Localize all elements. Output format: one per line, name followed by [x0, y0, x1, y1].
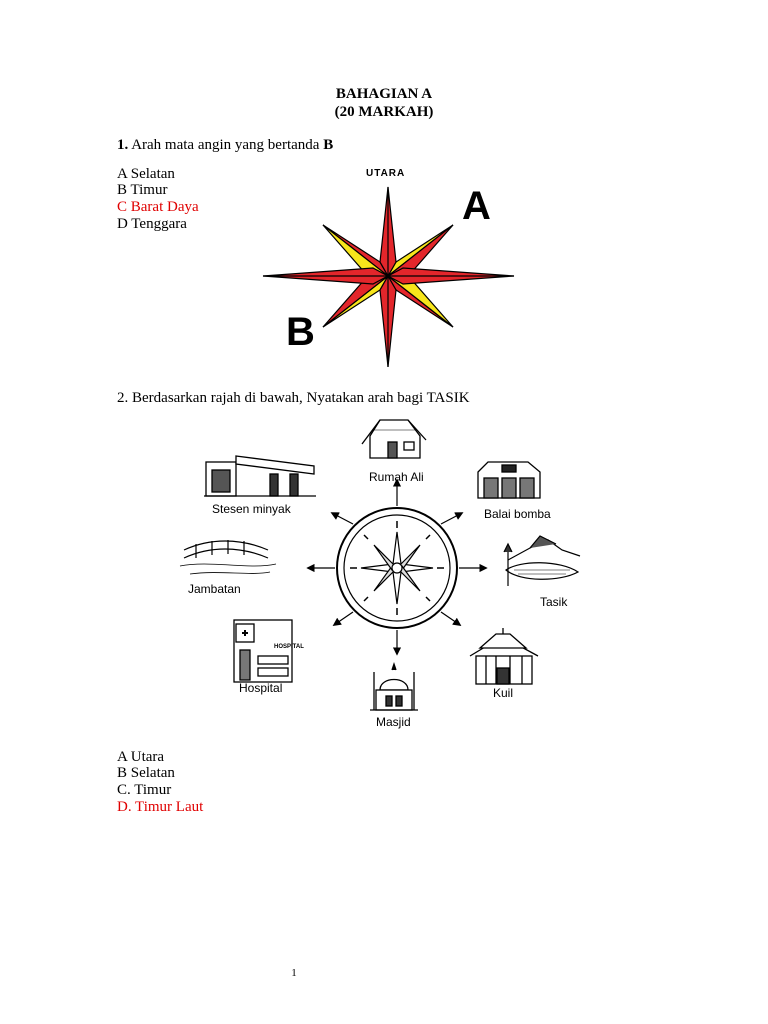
- question-1-number: 1.: [117, 137, 129, 153]
- jambatan-icon: [180, 540, 276, 574]
- north-label: UTARA: [366, 168, 406, 179]
- label-tasik: Tasik: [540, 595, 568, 609]
- label-rumah-ali: Rumah Ali: [369, 470, 424, 484]
- direction-label-a: A: [462, 184, 491, 228]
- rumah-ali-icon: [362, 420, 426, 458]
- hospital-sign-text: HOSPITAL: [274, 644, 304, 650]
- label-stesen-minyak: Stesen minyak: [212, 502, 291, 516]
- hospital-icon: [234, 620, 292, 682]
- question-2: 2. Berdasarkan rajah di bawah, Nyatakan arah bagi TASIK: [117, 390, 470, 406]
- label-masjid: Masjid: [376, 715, 411, 729]
- arrow-southeast: [441, 612, 460, 625]
- q1-option-a: A Selatan: [117, 166, 175, 182]
- label-kuil: Kuil: [493, 686, 514, 700]
- question-1-text: Arah mata angin yang bertanda: [131, 137, 320, 153]
- section-marks: (20 MARKAH): [334, 104, 434, 120]
- label-hospital: Hospital: [239, 681, 283, 695]
- stesen-minyak-icon: [204, 456, 316, 496]
- q2-option-b: B Selatan: [117, 765, 175, 781]
- label-balai-bomba: Balai bomba: [484, 507, 551, 521]
- direction-label-b: B: [286, 310, 315, 354]
- page-number: 1: [291, 967, 297, 979]
- q1-option-c-answer: C Barat Daya: [117, 199, 199, 215]
- arrow-northeast: [441, 513, 462, 524]
- q2-option-a: A Utara: [117, 749, 165, 765]
- section-title: BAHAGIAN A: [335, 86, 433, 102]
- q2-option-d-answer: D. Timur Laut: [117, 799, 204, 815]
- question-1-marker: B: [323, 137, 334, 153]
- label-jambatan: Jambatan: [188, 582, 241, 596]
- tasik-icon: [504, 536, 580, 586]
- arrow-northwest: [332, 513, 353, 524]
- masjid-icon: [370, 664, 418, 710]
- q1-option-b: B Timur: [117, 182, 168, 198]
- arrow-southwest: [334, 612, 353, 625]
- q2-option-c: C. Timur: [117, 782, 172, 798]
- balai-bomba-icon: [478, 462, 540, 498]
- building-compass-diagram: [0, 410, 768, 750]
- kuil-icon: [470, 628, 538, 684]
- compass-star-figure: [0, 0, 768, 400]
- q1-option-d: D Tenggara: [117, 216, 187, 232]
